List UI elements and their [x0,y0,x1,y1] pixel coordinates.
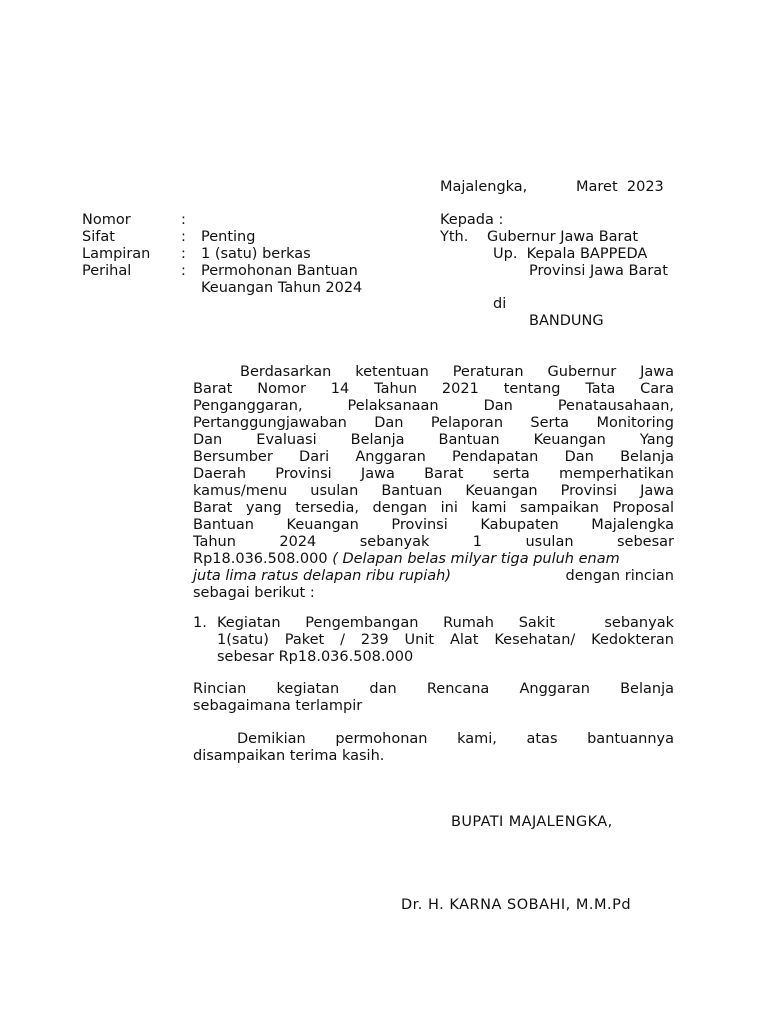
meta-label-perihal: Perihal [82,263,132,279]
amount-value: Rp18.036.508.000 [193,551,328,567]
signature-name: Dr. H. KARNA SOBAHI, M.M.Pd [401,897,632,913]
paragraph-rincian [193,681,674,715]
meta-colon: : [181,246,186,262]
list-item-line: Kegiatan Pengembangan Rumah Sakit sebanyak [217,615,674,631]
amount-rest: dengan rincian [565,568,674,584]
paragraph-main [193,364,674,602]
meta-label-sifat: Sifat [82,229,115,245]
meta-value-sifat: Penting [201,229,256,245]
paragraph-line: Tahun 2024 sebanyak 1 usulan sebesar [193,534,674,550]
paragraph-line: Barat Nomor 14 Tahun 2021 tentang Tata Cara [193,381,674,397]
list-item-number: 1. [193,615,207,631]
meta-label-nomor: Nomor [82,212,131,228]
amount-line-2 [193,568,674,585]
paragraph-closing [193,731,674,765]
paragraph-line: Daerah Provinsi Jawa Barat serta memperhatikan [193,466,674,482]
meta-value-lampiran: 1 (satu) berkas [201,246,311,262]
signature-title: BUPATI MAJALENGKA, [451,814,613,830]
amount-line [193,551,674,568]
recipient-city: BANDUNG [529,313,604,329]
meta-value-perihal: Permohonan Bantuan [201,263,358,279]
meta-colon: : [181,229,186,245]
paragraph-line: Penganggaran, Pelaksanaan Dan Penatausahaan, [193,398,674,414]
paragraph-line: sebagai berikut : [193,585,315,601]
recipient-kepada: Kepada : [440,212,504,228]
letter-place: Majalengka, [440,179,528,195]
paragraph-line: Pertanggungjawaban Dan Pelaporan Serta Monitoring [193,415,674,431]
amount-words: ( Delapan belas milyar tiga puluh enam [332,551,620,567]
meta-label-lampiran: Lampiran [82,246,151,262]
meta-value-perihal-line2: Keuangan Tahun 2024 [201,280,363,296]
list-item-line: 1(satu) Paket / 239 Unit Alat Kesehatan/ Kedokteran [217,632,674,648]
paragraph-line: disampaikan terima kasih. [193,748,385,764]
list-item-line: sebesar Rp18.036.508.000 [217,649,414,665]
letter-date: Maret 2023 [576,179,664,195]
paragraph-line: Berdasarkan ketentuan Peraturan Gubernur Jawa [240,364,674,380]
meta-colon: : [181,263,186,279]
paragraph-line: Rincian kegiatan dan Rencana Anggaran Belanja [193,681,674,697]
paragraph-line: kamus/menu usulan Bantuan Keuangan Provinsi Jawa [193,483,674,499]
recipient-province: Provinsi Jawa Barat [529,263,668,279]
amount-words-cont: juta lima ratus delapan ribu rupiah) [193,568,451,584]
paragraph-line: Dan Evaluasi Belanja Bantuan Keuangan Yang [193,432,674,448]
paragraph-line: Bersumber Dari Anggaran Pendapatan Dan Belanja [193,449,674,465]
paragraph-line: sebagaimana terlampir [193,698,363,714]
recipient-di: di [493,296,507,312]
recipient-yth: Yth. [440,229,469,245]
meta-colon: : [181,212,186,228]
list-item-text [217,615,674,666]
paragraph-line: Demikian permohonan kami, atas bantuannya [237,731,674,747]
recipient-up: Up. Kepala BAPPEDA [493,246,648,262]
paragraph-line: Bantuan Keuangan Provinsi Kabupaten Majalengka [193,517,674,533]
recipient-name: Gubernur Jawa Barat [487,229,639,245]
paragraph-line: Barat yang tersedia, dengan ini kami sampaikan Proposal [193,500,674,516]
